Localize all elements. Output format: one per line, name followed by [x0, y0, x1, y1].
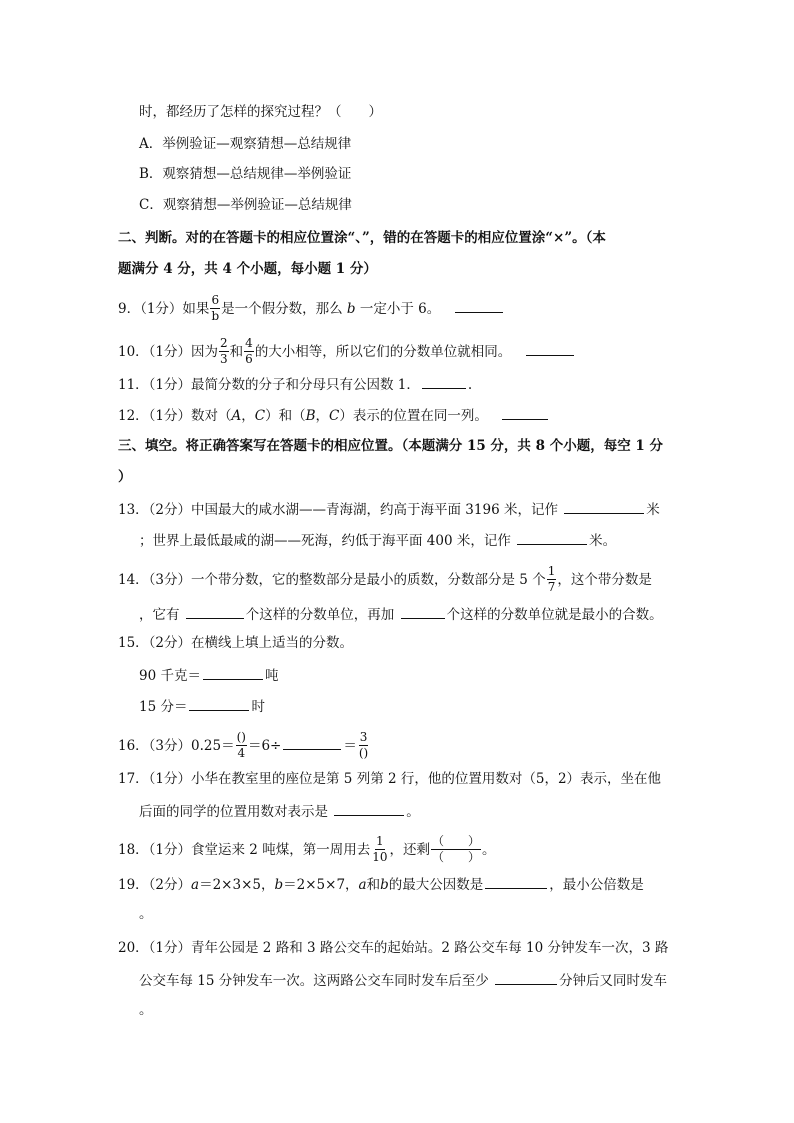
q16-fraction-1	[236, 731, 247, 760]
q12-var-c-1: C	[254, 408, 266, 424]
q11-tail: .	[467, 377, 473, 393]
q19-mid: 的最大公因数是	[388, 877, 484, 893]
question-11	[118, 373, 472, 395]
q16-answer-blank[interactable]	[283, 734, 341, 750]
q14-fraction	[547, 565, 557, 594]
q17-line2-prefix: 后面的同学的位置用数对表示是	[139, 804, 333, 820]
q8-option-b[interactable]: B．观察猜想—总结规律—举例验证	[139, 166, 352, 182]
q10-f2-num: 4	[245, 336, 253, 350]
q11-answer-blank[interactable]	[422, 373, 466, 389]
q16-f2-den: ()	[358, 746, 369, 760]
q15-item-a	[139, 664, 278, 686]
q16-eq: ＝	[343, 738, 357, 754]
q14-answer-blank-2[interactable]	[401, 603, 445, 619]
section3-heading: 三、填空。将正确答案写在答题卡的相应位置。（本题满分 15 分，共 8 个小题，每空 1 分	[118, 438, 664, 454]
q16-f1-den: 4	[237, 746, 246, 760]
section2-heading: 二、判断。对的在答题卡的相应位置涂“、”，错的在答题卡的相应位置涂“×”。（本	[118, 230, 606, 246]
question-17-line-2	[139, 800, 420, 822]
q12-mid: ）和（	[265, 408, 306, 424]
q19-var-b: b	[274, 877, 284, 893]
question-20-line-1: 20．（1分）青年公园是 2 路和 3 路公交车的起始站。2 路公交车每 10 分钟发车一次，3 路	[118, 940, 669, 956]
q20-answer-blank[interactable]	[495, 969, 557, 985]
q10-answer-blank[interactable]	[526, 340, 574, 356]
q18-fraction-1	[371, 835, 388, 864]
q9-answer-blank[interactable]	[455, 297, 503, 313]
section3-heading-cont: ）	[118, 469, 132, 485]
question-14-line-1	[118, 566, 652, 595]
q19-prefix: 19．（2分）	[118, 877, 192, 893]
q9-var: b	[346, 301, 356, 317]
q18-answer-fraction[interactable]	[431, 835, 481, 864]
q17-answer-blank[interactable]	[334, 800, 404, 816]
q18-f1-den: 10	[372, 850, 388, 864]
q17-line2-suffix: 。	[406, 804, 420, 820]
q10-f2-den: 6	[245, 352, 253, 366]
q9-prefix: 9．（1分）如果	[118, 301, 210, 317]
question-17-line-1: 17．（1分）小华在教室里的座位是第 5 列第 2 行，他的位置用数对（5，2）表示，坐在他	[118, 771, 662, 787]
q15-b-suffix: 时	[251, 699, 265, 715]
q19-and: 和	[366, 877, 381, 893]
question-12	[118, 404, 550, 426]
q16-f2-num: 3	[359, 730, 368, 744]
q14-line1-prefix: 14．（3分）一个带分数，它的整数部分是最小的质数，分数部分是 5 个	[118, 572, 546, 588]
q10-fraction-1	[219, 337, 229, 366]
q16-mid: ＝6÷	[247, 738, 282, 754]
q16-prefix: 16．（3分）0.25＝	[118, 738, 235, 754]
question-20-line-3: 。	[139, 1002, 153, 1018]
q10-suffix: 的大小相等，所以它们的分数单位就相同。	[254, 344, 512, 360]
q16-f1-num: ()	[236, 730, 246, 744]
q10-f1-den: 3	[220, 352, 228, 366]
q19-var-a-2: a	[358, 877, 367, 893]
q18-f2-den[interactable]: （ ）	[431, 850, 480, 864]
q19-suffix: ，最小公倍数是	[549, 877, 644, 893]
q15-answer-blank-b[interactable]	[189, 695, 249, 711]
q18-mid: ，还剩	[389, 842, 430, 858]
q15-answer-blank-a[interactable]	[203, 664, 263, 680]
question-20-line-2	[139, 969, 667, 991]
q14-line1-suffix: ，这个带分数是	[557, 572, 652, 588]
q13-line2-prefix: ；世界上最低最咸的湖——死海，约低于海平面 400 米，记作	[139, 533, 516, 549]
q14-frac-den: 7	[547, 580, 556, 594]
q9-fraction	[210, 294, 220, 323]
q15-item-b	[139, 695, 265, 717]
q19-expr-2: ＝2×5×7，	[283, 877, 359, 893]
q12-sep-2: ，	[315, 408, 330, 424]
question-18	[118, 836, 496, 865]
q9-frac-den: b	[211, 309, 220, 323]
q18-f1-num: 1	[376, 834, 384, 848]
q9-mid: 是一个假分数，那么	[221, 301, 347, 317]
q9-suffix: 一定小于 6。	[355, 301, 441, 317]
q18-suffix: 。	[482, 842, 496, 858]
q8-option-c[interactable]: C．观察猜想—举例验证—总结规律	[139, 197, 352, 213]
q8-stem-tail: 时，都经历了怎样的探究过程？（ ）	[139, 104, 382, 120]
q20-line2-prefix: 公交车每 15 分钟发车一次。这两路公交车同时发车后至少	[139, 973, 494, 989]
q12-prefix: 12．（1分）数对（	[118, 408, 232, 424]
q18-f2-num[interactable]: （ ）	[431, 834, 480, 848]
q12-answer-blank[interactable]	[502, 404, 548, 420]
q14-line2-b: 个这样的分数单位，再加	[245, 607, 399, 623]
section2-heading-cont: 题满分 4 分，共 4 个小题，每小题 1 分）	[118, 261, 377, 277]
question-10	[118, 338, 576, 367]
question-13-line-2	[139, 529, 616, 551]
question-9	[118, 295, 505, 324]
question-14-line-2	[139, 603, 663, 625]
q14-answer-blank-1[interactable]	[186, 603, 244, 619]
q19-answer-blank-1[interactable]	[485, 873, 547, 889]
q20-line2-suffix: 分钟后又同时发车	[559, 973, 668, 989]
q13-line2-suffix: 米。	[589, 533, 617, 549]
q10-f1-num: 2	[220, 336, 228, 350]
q12-var-a: A	[231, 408, 242, 424]
question-16	[118, 732, 370, 761]
q19-var-b-2: b	[380, 877, 389, 893]
q15-b-prefix: 15 分＝	[139, 699, 188, 715]
question-19-line-1	[118, 873, 644, 895]
q19-expr-1: ＝2×3×5，	[199, 877, 275, 893]
q12-suffix: ）表示的位置在同一列。	[339, 408, 488, 424]
question-13-line-1	[118, 498, 660, 520]
q12-sep-1: ，	[241, 408, 255, 424]
q13-answer-blank-2[interactable]	[517, 529, 587, 545]
q14-frac-num: 1	[547, 564, 556, 578]
question-15: 15．（2分）在横线上填上适当的分数。	[118, 635, 354, 651]
q13-line1-suffix: 米	[646, 502, 660, 518]
q10-fraction-2	[244, 337, 254, 366]
q18-prefix: 18．（1分）食堂运来 2 吨煤，第一周用去	[118, 842, 371, 858]
q11-text: 11．（1分）最简分数的分子和分母只有公因数 1．	[118, 377, 420, 393]
q13-answer-blank-1[interactable]	[564, 498, 644, 514]
q12-var-c-2: C	[329, 408, 340, 424]
q10-prefix: 10．（1分）因为	[118, 344, 219, 360]
q9-frac-num: 6	[211, 293, 220, 307]
q14-line2-a: ，它有	[139, 607, 184, 623]
q8-option-a[interactable]: A．举例验证—观察猜想—总结规律	[139, 136, 352, 152]
q12-var-b: B	[305, 408, 316, 424]
question-19-line-2: 。	[139, 906, 153, 922]
q19-var-a: a	[191, 877, 200, 893]
q10-and: 和	[229, 344, 244, 360]
q13-line1-prefix: 13．（2分）中国最大的咸水湖——青海湖，约高于海平面 3196 米，记作	[118, 502, 563, 518]
q15-a-suffix: 吨	[264, 668, 279, 684]
q16-fraction-2	[358, 731, 369, 760]
q15-a-prefix: 90 千克＝	[139, 668, 201, 684]
q14-line2-c: 个这样的分数单位就是最小的合数。	[446, 607, 663, 623]
